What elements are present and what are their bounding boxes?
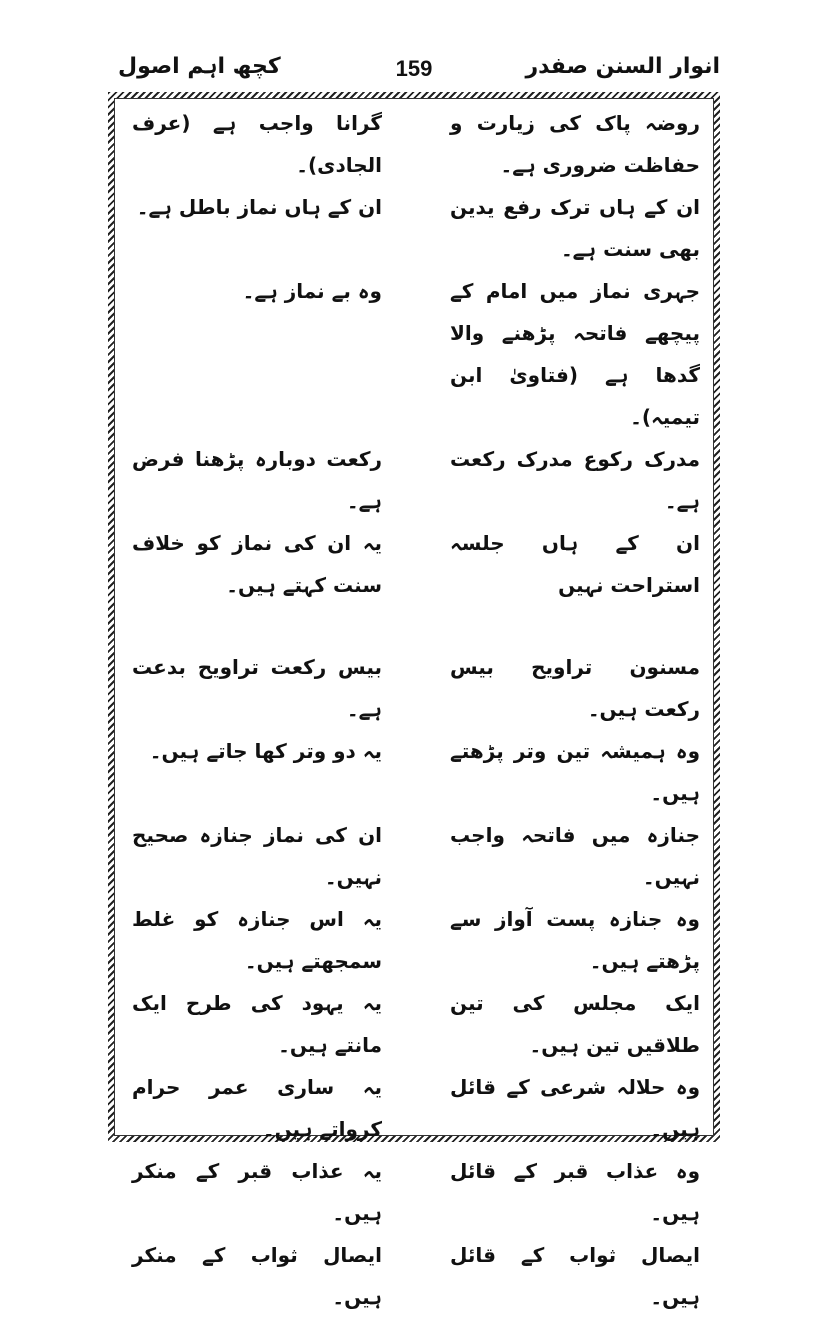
left-column-cell: ایصال ثواب کے منکر ہیں۔ bbox=[132, 1243, 382, 1309]
table-row bbox=[132, 102, 700, 186]
left-column-cell: ان کے ہاں نماز باطل ہے۔ bbox=[136, 195, 382, 219]
right-column-cell: مدرک رکوع مدرک رکعت ہے۔ bbox=[450, 447, 700, 513]
table-row bbox=[132, 730, 700, 814]
left-column-cell: یہ عذاب قبر کے منکر ہیں۔ bbox=[132, 1159, 382, 1225]
left-column-cell: یہ یہود کی طرح ایک مانتے ہیں۔ bbox=[132, 991, 382, 1057]
right-column-cell: ایصال ثواب کے قائل ہیں۔ bbox=[450, 1243, 700, 1309]
section-spacer bbox=[132, 606, 700, 646]
page-number: 159 bbox=[395, 56, 433, 81]
table-row bbox=[132, 270, 700, 438]
table-row bbox=[132, 522, 700, 606]
left-column-cell: بیس رکعت تراویح بدعت ہے۔ bbox=[132, 655, 382, 721]
left-column-cell: گرانا واجب ہے (عرف الجادی)۔ bbox=[132, 111, 382, 177]
book-title: انوار السنن صفدر bbox=[525, 54, 720, 79]
left-column-cell: ان کی نماز جنازہ صحیح نہیں۔ bbox=[132, 823, 382, 889]
left-column-cell: رکعت دوبارہ پڑھنا فرض ہے۔ bbox=[132, 447, 382, 513]
left-column-cell: یہ اس جنازہ کو غلط سمجھتے ہیں۔ bbox=[132, 907, 382, 973]
table-row bbox=[132, 1066, 700, 1150]
right-column-cell: وہ ہمیشہ تین وتر پڑھتے ہیں۔ bbox=[450, 739, 700, 805]
comparison-table bbox=[132, 102, 700, 1318]
left-column-cell: یہ ان کی نماز کو خلاف سنت کہتے ہیں۔ bbox=[132, 531, 382, 597]
table-row bbox=[132, 1234, 700, 1318]
page-header bbox=[108, 52, 720, 88]
right-column-cell: مسنون تراویح بیس رکعت ہیں۔ bbox=[450, 655, 700, 721]
right-column-cell: ایک مجلس کی تین طلاقیں تین ہیں۔ bbox=[450, 991, 700, 1057]
right-column-cell: روضہ پاک کی زیارت و حفاظت ضروری ہے۔ bbox=[450, 111, 700, 177]
table-row bbox=[132, 1150, 700, 1234]
table-row bbox=[132, 898, 700, 982]
right-column-cell: ان کے ہاں ترک رفع یدین بھی سنت ہے۔ bbox=[450, 195, 700, 261]
left-column-cell: یہ دو وتر کھا جاتے ہیں۔ bbox=[149, 739, 382, 763]
right-column-cell: وہ جنازہ پست آواز سے پڑھتے ہیں۔ bbox=[450, 907, 700, 973]
table-row bbox=[132, 438, 700, 522]
table-row bbox=[132, 814, 700, 898]
right-column-cell: ان کے ہاں جلسہ استراحت نہیں bbox=[450, 531, 700, 597]
right-column-cell: جہری نماز میں امام کے پیچھے فاتحہ پڑھنے والا گدھا ہے (فتاویٰ ابن تیمیہ)۔ bbox=[450, 279, 700, 429]
section-title: کچھ اہم اصول bbox=[118, 54, 281, 79]
left-column-cell: وہ بے نماز ہے۔ bbox=[242, 279, 382, 303]
right-column-cell: وہ عذاب قبر کے قائل ہیں۔ bbox=[450, 1159, 700, 1225]
table-row bbox=[132, 186, 700, 270]
right-column-cell: جنازہ میں فاتحہ واجب نہیں۔ bbox=[450, 823, 700, 889]
right-column-cell: وہ حلالہ شرعی کے قائل ہیں۔ bbox=[450, 1075, 700, 1141]
table-row bbox=[132, 646, 700, 730]
left-column-cell: یہ ساری عمر حرام کرواتے ہیں۔ bbox=[132, 1075, 382, 1141]
table-row bbox=[132, 982, 700, 1066]
